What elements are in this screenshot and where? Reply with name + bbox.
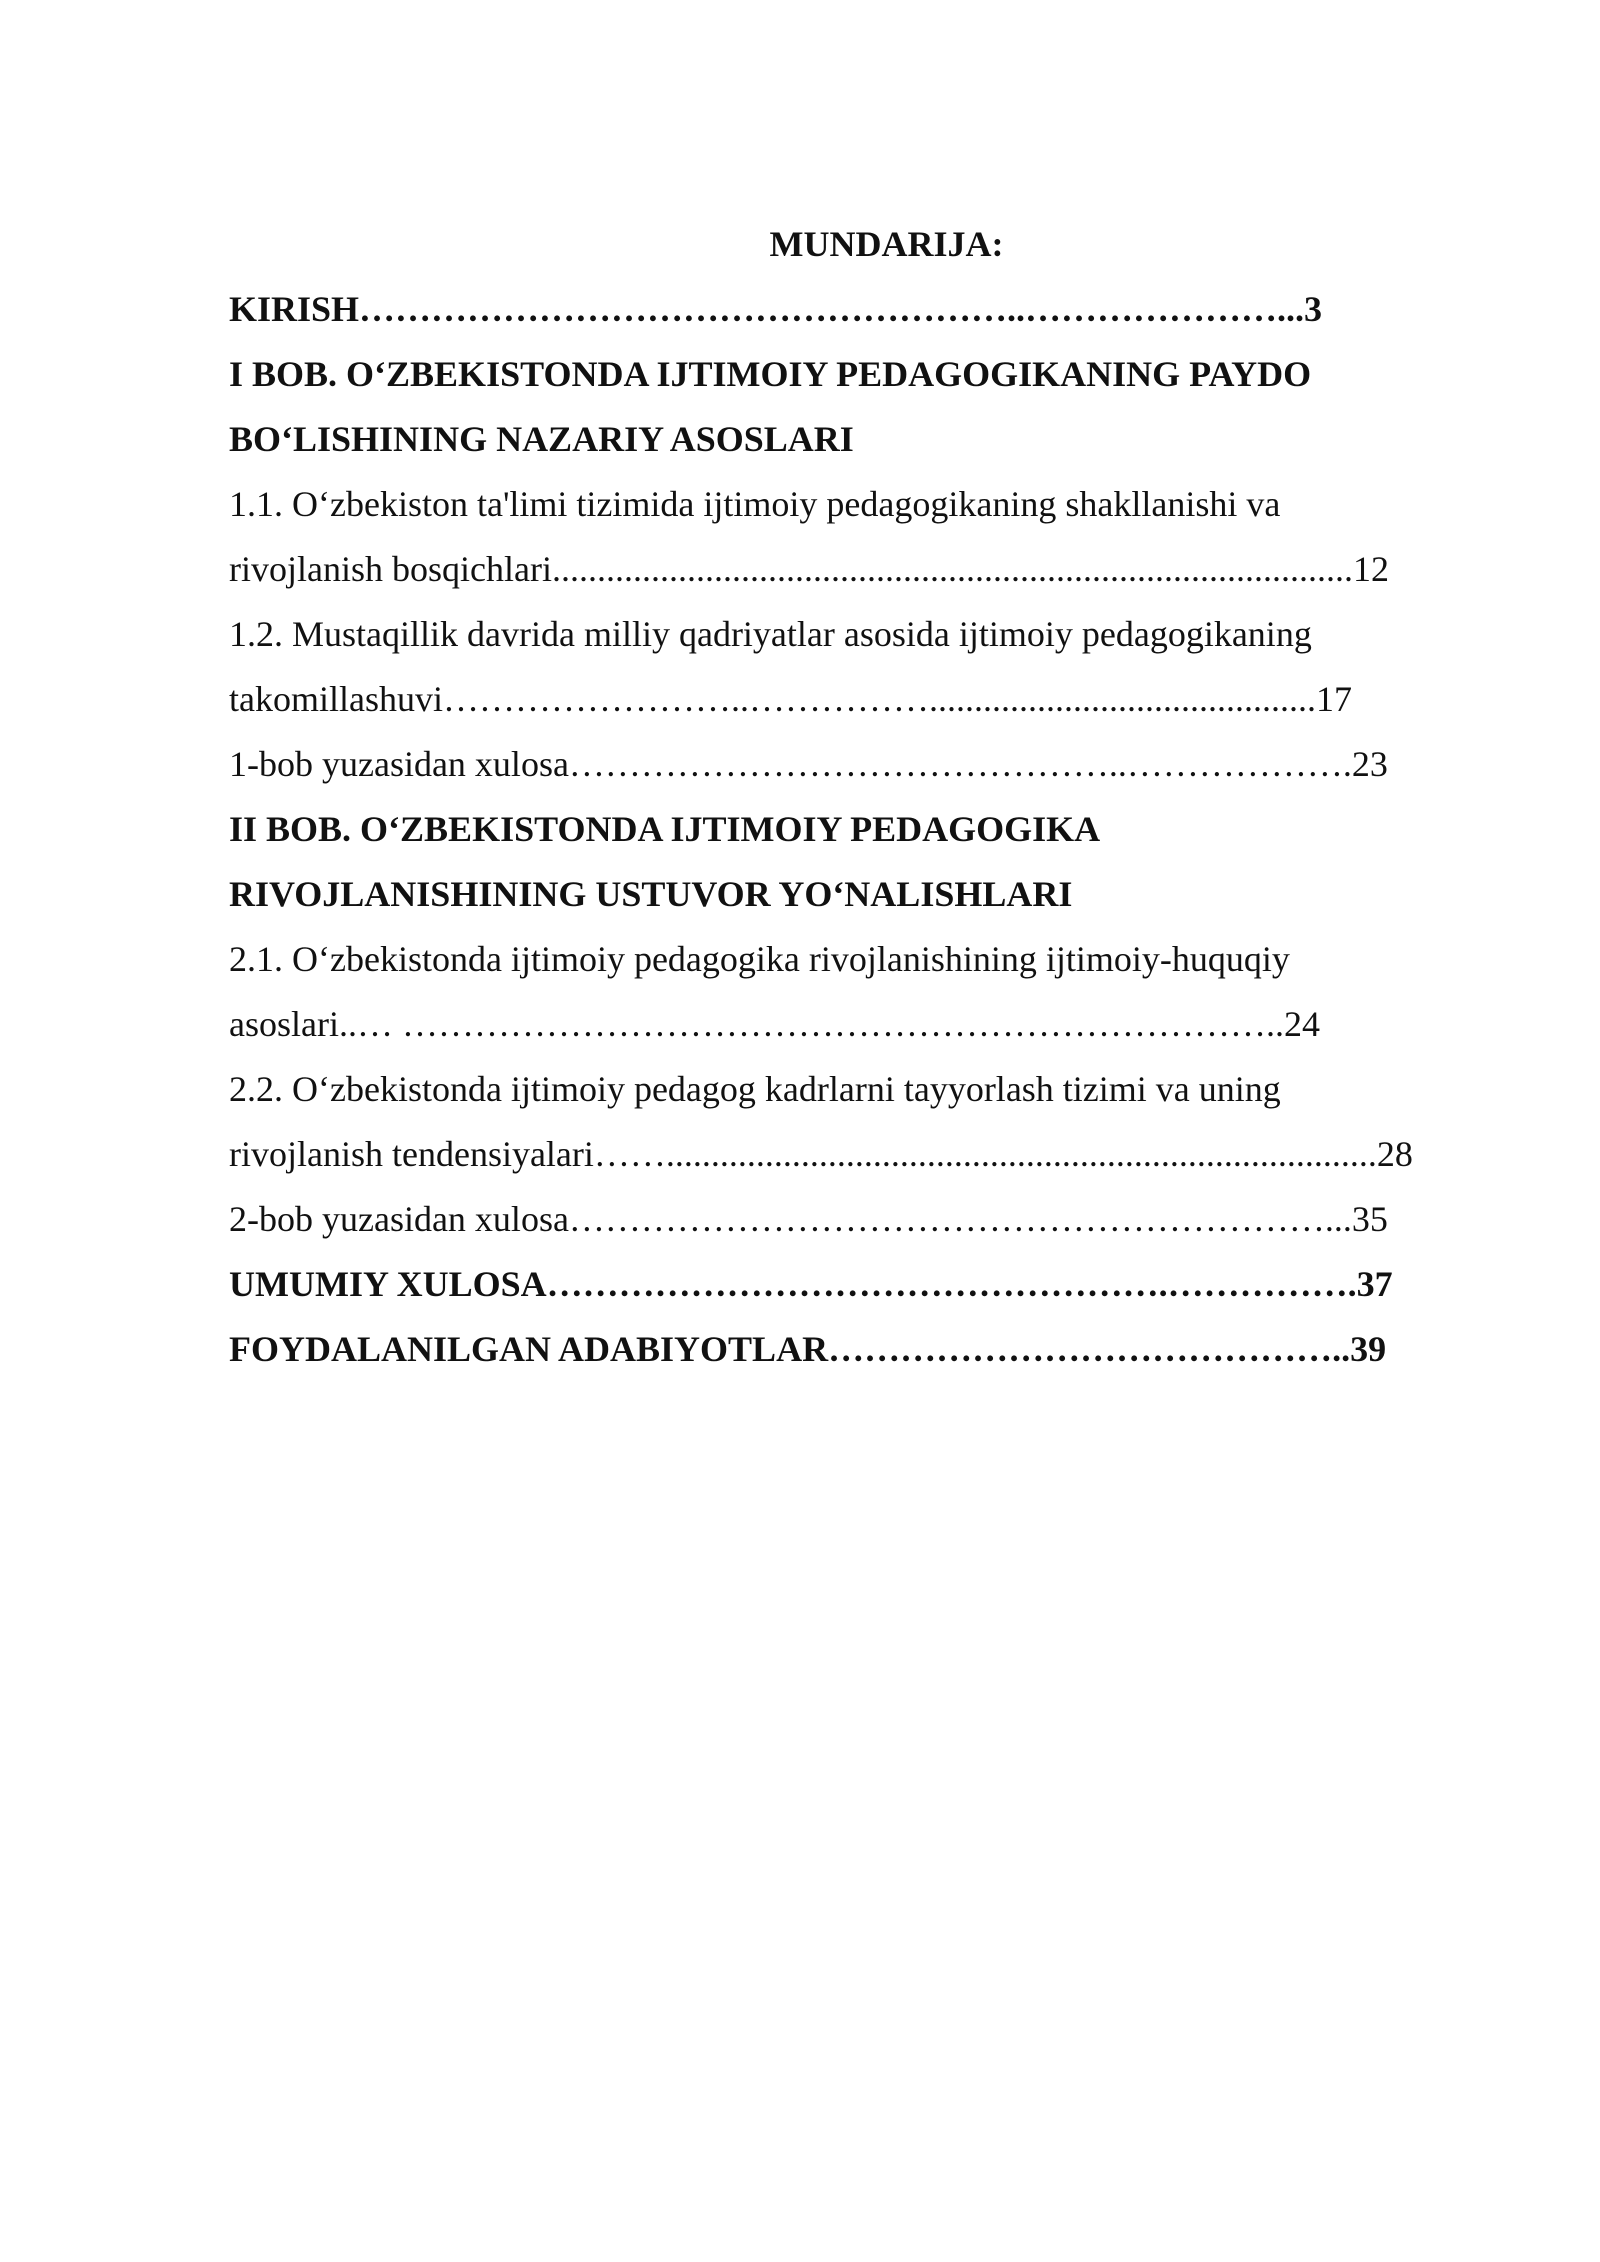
toc-section-1-2-line-2: takomillashuvi……………………..……………...........................................17	[229, 679, 1352, 719]
toc-section-1-1-line-2: rivojlanish bosqichlari.........................................................................................12	[229, 549, 1389, 589]
toc-section-2-1-line-1: 2.1. O‘zbekistonda ijtimoiy pedagogika rivojlanishining ijtimoiy-huquqiy	[229, 939, 1290, 979]
toc-chapter-1-heading-line-2: BO‘LISHINING NAZARIY ASOSLARI	[229, 419, 854, 459]
toc-section-1-1-line-1: 1.1. O‘zbekiston ta'limi tizimida ijtimoiy pedagogikaning shakllanishi va	[229, 484, 1281, 524]
toc-title: MUNDARIJA:	[769, 224, 1004, 264]
toc-section-2-2-line-1: 2.2. O‘zbekistonda ijtimoiy pedagog kadrlarni tayyorlash tizimi va uning	[229, 1069, 1281, 1109]
toc-entry-kirish: KIRISH………………………………………………..…………………...3	[229, 289, 1323, 329]
toc-chapter-2-heading-line-1: II BOB. O‘ZBEKISTONDA IJTIMOIY PEDAGOGIKA	[229, 809, 1101, 849]
toc-entry-references: FOYDALANILGAN ADABIYOTLAR……………………………………..39	[229, 1329, 1387, 1369]
toc-section-2-2-line-2: rivojlanish tendensiyalari……...............................................................................28	[229, 1134, 1413, 1174]
toc-section-2-1-line-2: asoslari..… ………………………………………………………………..24	[229, 1004, 1320, 1044]
table-of-contents	[229, 212, 1489, 1382]
toc-chapter-1-heading-line-1: I BOB. O‘ZBEKISTONDA IJTIMOIY PEDAGOGIKANING PAYDO	[229, 354, 1312, 394]
toc-section-1-2-line-1: 1.2. Mustaqillik davrida milliy qadriyatlar asosida ijtimoiy pedagogikaning	[229, 614, 1312, 654]
toc-chapter-2-conclusion: 2-bob yuzasidan xulosa………………………………………………………...35	[229, 1199, 1388, 1239]
toc-entry-general-conclusion: UMUMIY XULOSA…………………………………………….…………….37	[229, 1264, 1393, 1304]
toc-chapter-2-heading-line-2: RIVOJLANISHINING USTUVOR YO‘NALISHLARI	[229, 874, 1073, 914]
toc-chapter-1-conclusion: 1-bob yuzasidan xulosa………………………………………..……………….23	[229, 744, 1388, 784]
